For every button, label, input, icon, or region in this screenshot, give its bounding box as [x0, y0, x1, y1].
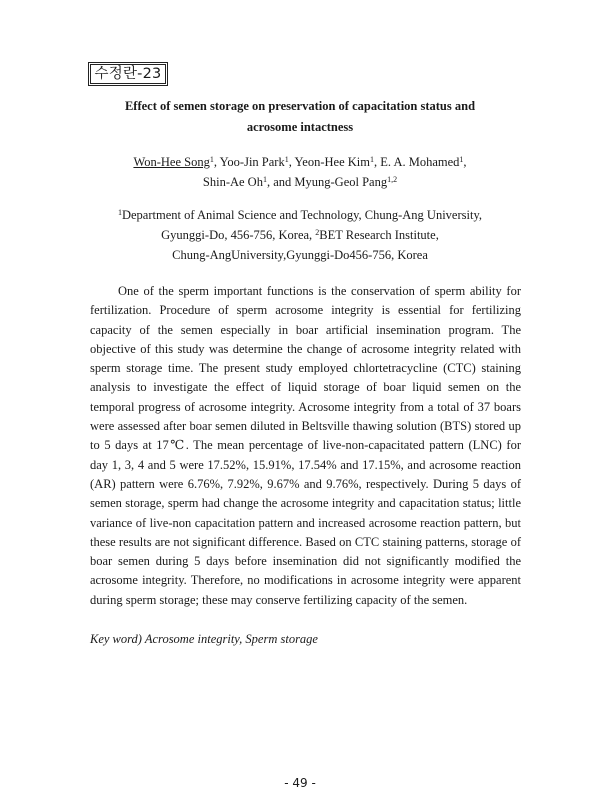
affiliation-line-3: Chung-AngUniversity,Gyunggi-Do456-756, Korea — [172, 248, 428, 262]
affiliation-line-2: Gyunggi-Do, 456-756, Korea, $^2$BET Research Institute, — [161, 228, 439, 242]
author-affil-mark: 1 — [459, 155, 464, 164]
and-word: and — [273, 175, 292, 189]
keywords: Key word) Acrosome integrity, Sperm storage — [90, 632, 318, 646]
title-line-2: acrosome intactness — [246, 120, 354, 134]
author-affil-mark: 1,2 — [387, 175, 398, 184]
affiliations — [80, 205, 520, 265]
page-number: - 49 - — [284, 776, 316, 790]
author-line-2: Shin-Ae Oh$^1$, and Myung-Geol Pang$^{1,2}$ — [202, 175, 398, 189]
affil-mark: 2 — [315, 228, 320, 237]
paper-title — [80, 96, 520, 138]
author-list — [80, 152, 520, 192]
abstract-text: One of the sperm important functions is the conservation of sperm ability for fertilization. Procedure of sperm acrosome integrity is essential for fertilizing capacity of the semen especially in boar artificial insemination program. The objective of this study was determine the change of acrosome integrity related with sperm storage time. The present study employed chlortetracycline (CTC) staining analysis to investigate the effect of liquid storage of boar liquid semen on the temporal progress of acrosome integrity. Acrosome integrity from a total of 37 boars were assessed after boar semen diluted in Beltsville thawing solution (BTS) stored up to 5 days at 17℃. The mean percentage of live-non-capacitated pattern (LNC) for day 1, 3, 4 and 5 were 17.52%, 15.91%, 17.54% and 17.15%, and acrosome reaction (AR) pattern were 6.76%, 7.92%, 9.67% and 9.76%, respectively. During 5 days of semen storage, sperm had change the acrosome integrity and capacitation status; little variance of live-non capacitation pattern and increased acrosome reaction pattern, but these results are not significant difference. Based on CTC staining patterns, storage of boar semen during 5 days before insemination did not significantly modified the acrosome integrity. Therefore, no modifications in acrosome integrity were apparent during sperm storage; these may conserve fertilizing capacity of the semen. — [90, 284, 521, 607]
affiliation-line-1: $^1$Department of Animal Science and Technology, Chung-Ang University, — [117, 208, 483, 222]
affil-mark: 1 — [117, 208, 122, 217]
author-name: E. A. Mohamed — [380, 155, 460, 169]
author-affil-mark: 1 — [370, 155, 374, 164]
session-tag: 수정란-23 — [88, 62, 168, 86]
author-line-1: Won-Hee Song$^1$, Yoo-Jin Park$^1$, Yeon-Hee Kim$^1$, E. A. Mohamed$^1$, — [133, 155, 467, 169]
author-affil-mark: 1 — [262, 175, 267, 184]
author-name: Yeon-Hee Kim — [294, 155, 370, 169]
author-name: Won-Hee Song — [133, 155, 210, 169]
author-name: Shin-Ae Oh — [202, 175, 263, 189]
author-affil-mark: 1 — [209, 155, 214, 164]
author-name: Yoo-Jin Park — [219, 155, 285, 169]
author-name: Myung-Geol Pang — [294, 175, 388, 189]
author-affil-mark: 1 — [284, 155, 289, 164]
title-line-1: Effect of semen storage on preservation of capacitation status and — [124, 99, 476, 113]
